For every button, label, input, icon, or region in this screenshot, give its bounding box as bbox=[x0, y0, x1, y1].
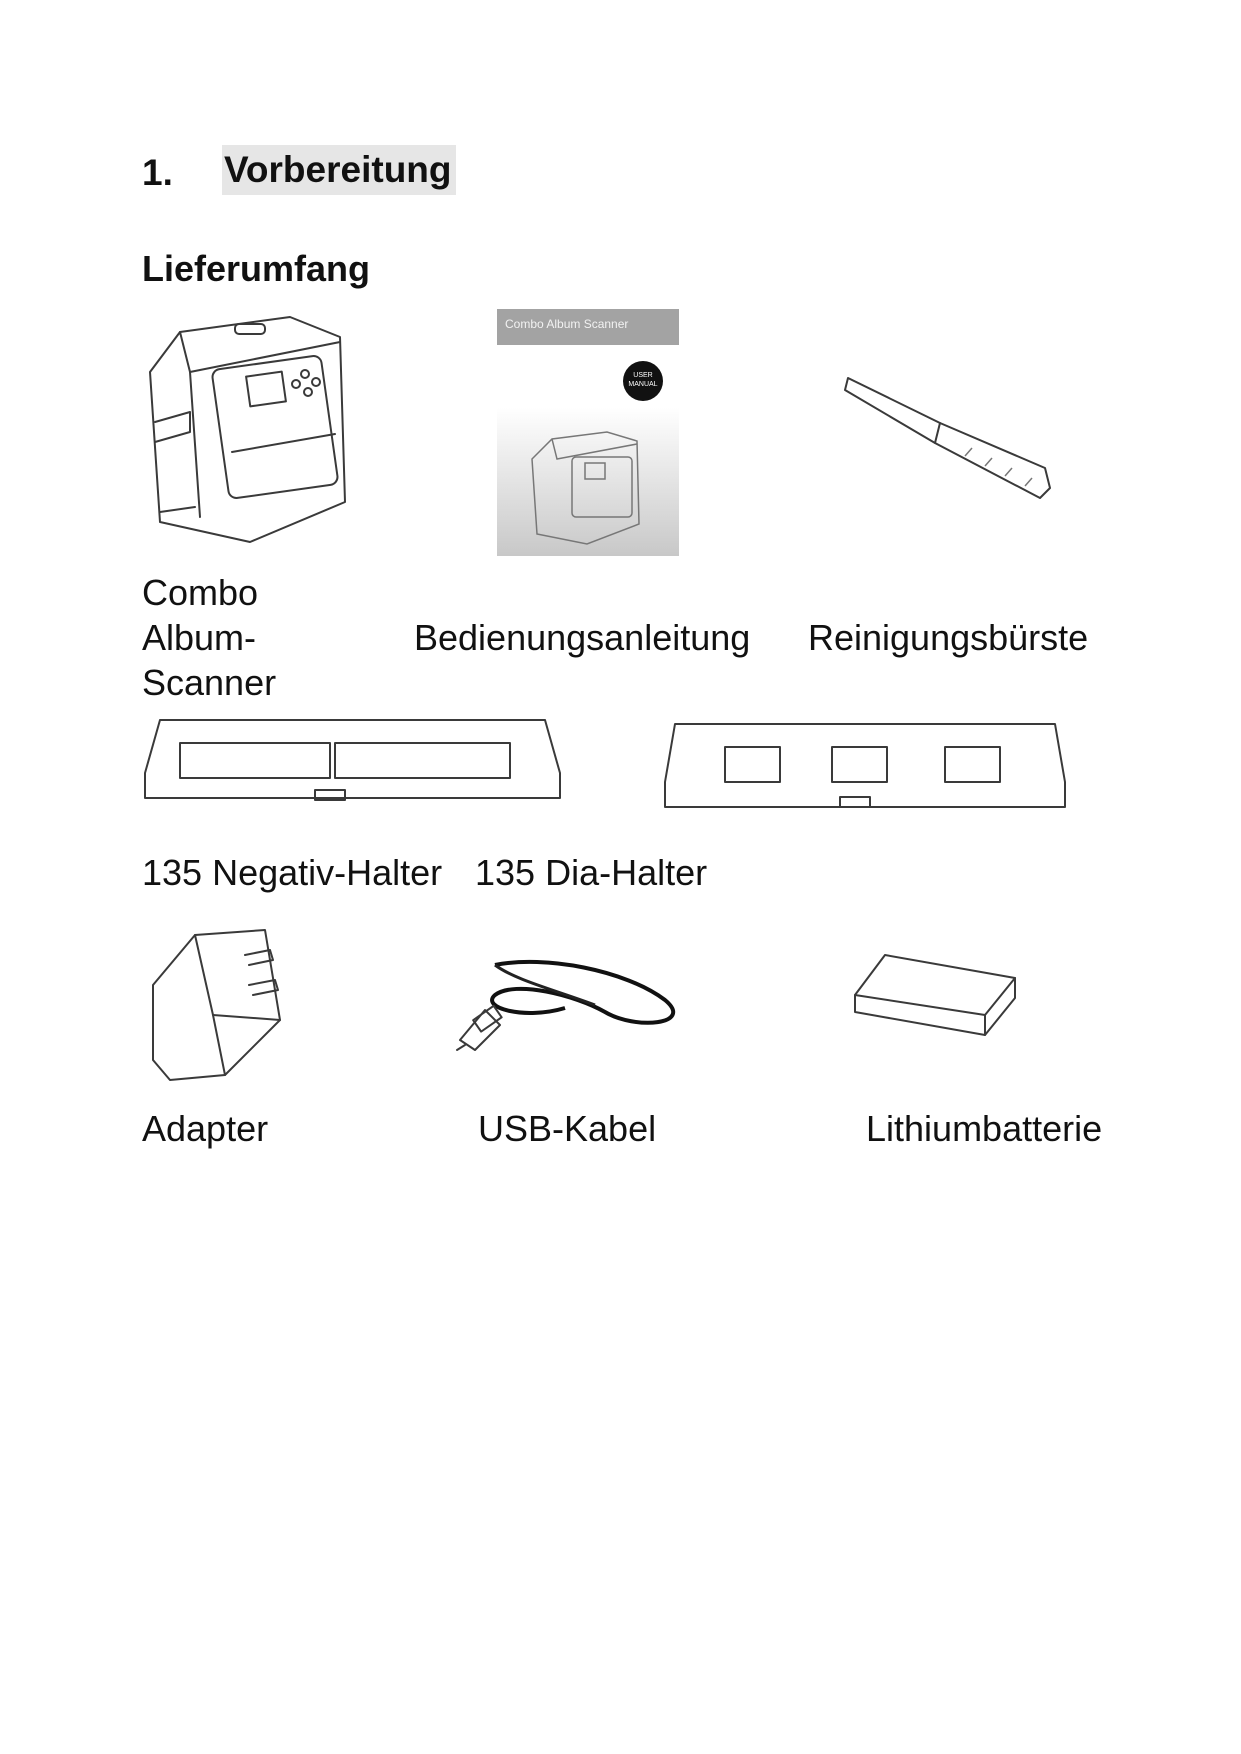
caption-negative-holder: 135 Negativ-Halter bbox=[142, 852, 443, 893]
adapter-icon bbox=[145, 925, 295, 1090]
manual-scanner-icon bbox=[527, 429, 657, 549]
caption-battery: Lithiumbatterie bbox=[866, 1108, 1103, 1149]
slide-holder-icon bbox=[660, 722, 1070, 817]
manual-cover-badge: USER MANUAL bbox=[623, 361, 663, 401]
section-number: 1. bbox=[142, 152, 173, 193]
section-title: Vorbereitung bbox=[222, 145, 456, 195]
caption-manual: Bedienungsanleitung bbox=[414, 617, 751, 658]
caption-scanner-line: Album- bbox=[142, 617, 257, 658]
usb-cable-icon bbox=[455, 950, 695, 1065]
negative-holder-icon bbox=[140, 718, 565, 813]
brush-icon bbox=[840, 368, 1070, 508]
battery-icon bbox=[850, 950, 1020, 1050]
caption-scanner-line: Scanner bbox=[142, 662, 277, 703]
caption-brush: Reinigungsbürste bbox=[808, 617, 1089, 658]
manual-cover bbox=[497, 309, 679, 556]
scanner-icon bbox=[140, 312, 380, 552]
caption-scanner-line: Combo bbox=[142, 572, 259, 613]
manual-cover-header: Combo Album Scanner bbox=[497, 309, 679, 345]
caption-usb-cable: USB-Kabel bbox=[478, 1108, 657, 1149]
caption-slide-holder: 135 Dia-Halter bbox=[475, 852, 708, 893]
caption-adapter: Adapter bbox=[142, 1108, 269, 1149]
caption-scanner bbox=[142, 570, 276, 705]
subheading: Lieferumfang bbox=[142, 248, 371, 289]
